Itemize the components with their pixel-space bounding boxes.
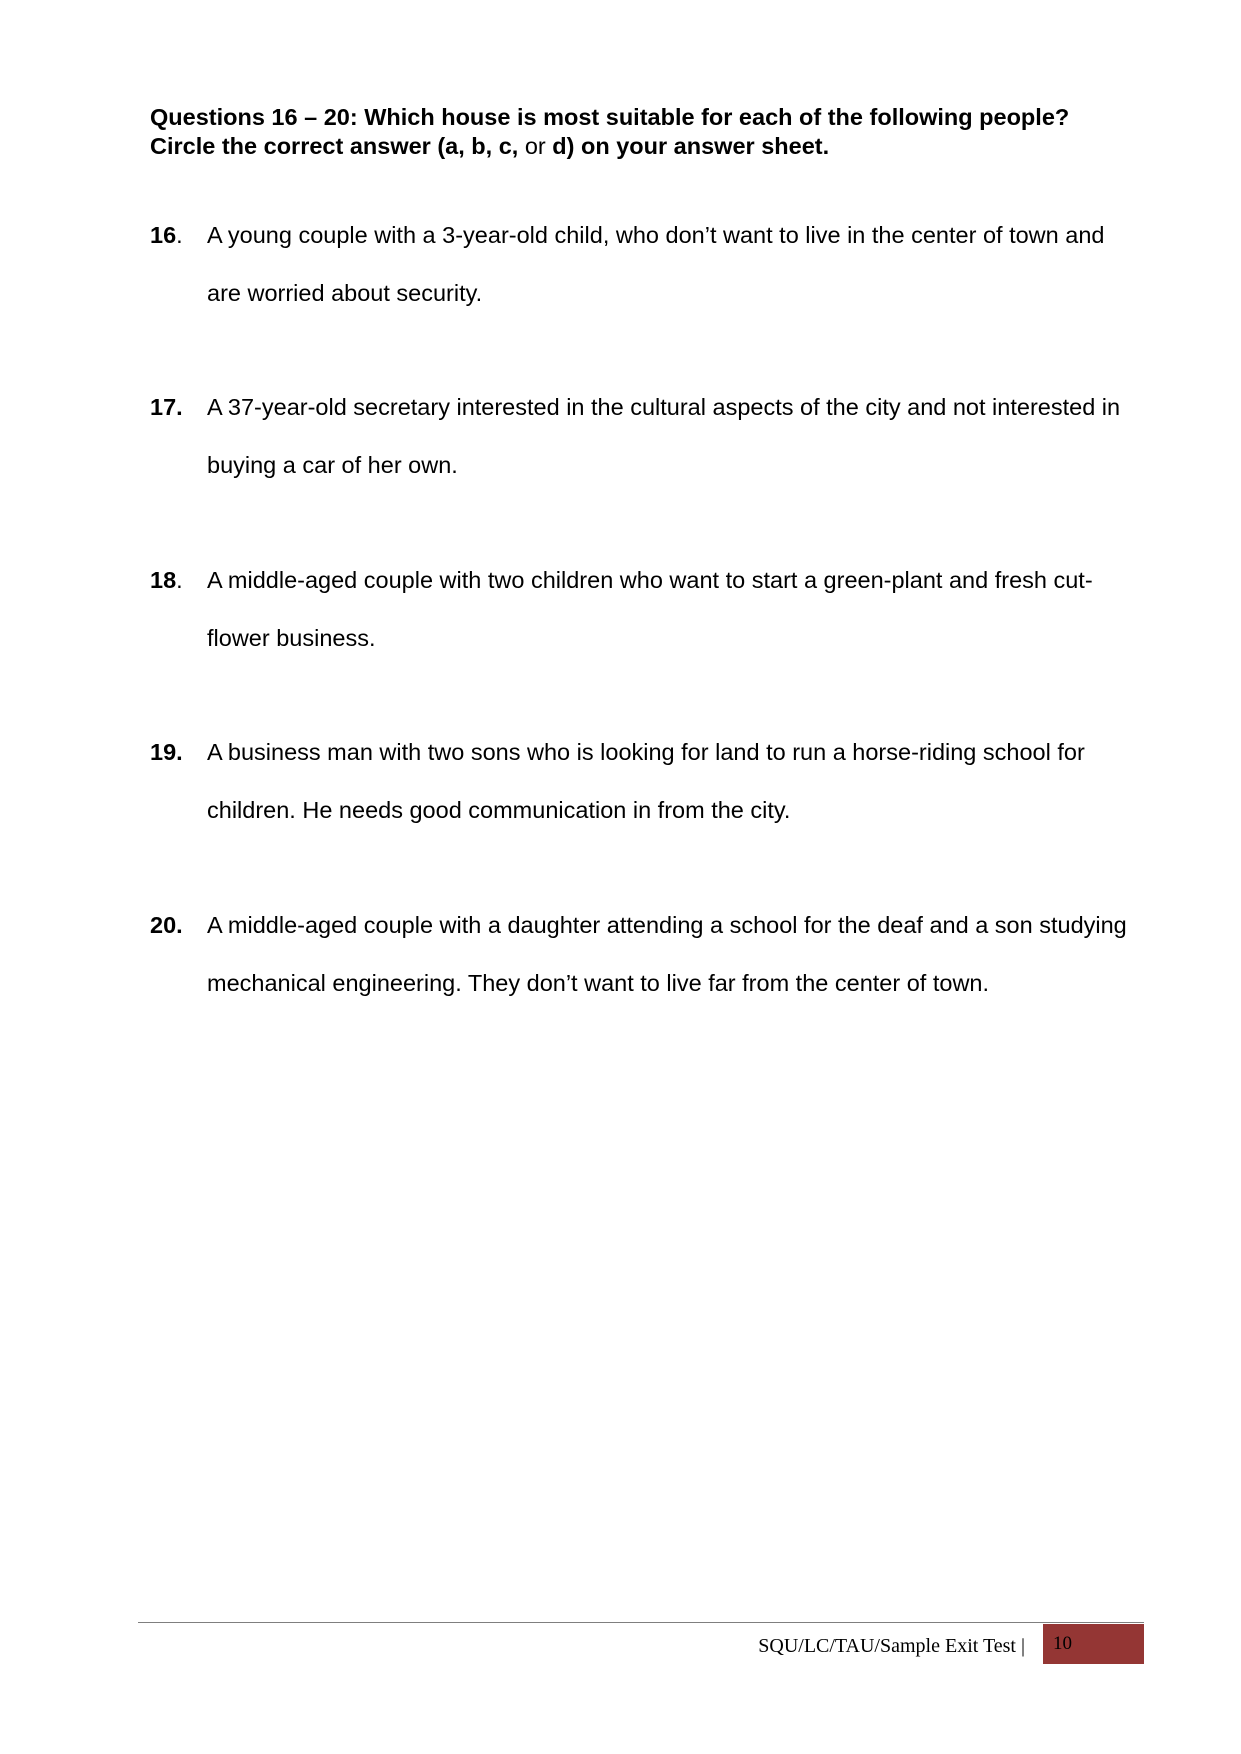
question-17 <box>150 378 1130 494</box>
question-19 <box>150 723 1130 839</box>
footer-divider <box>138 1622 1144 1623</box>
footer-label: SQU/LC/TAU/Sample Exit Test | <box>758 1635 1025 1657</box>
instructions-or-word: or <box>518 133 553 159</box>
question-number: 18. <box>150 567 183 593</box>
instructions-part2: d) on your answer sheet. <box>552 133 830 159</box>
question-number: 16. <box>150 222 183 248</box>
question-number: 20. <box>150 912 183 938</box>
question-text: A middle-aged couple with a daughter attending a school for the deaf and a son studying mechanical engineering. They don’t want to live far from the center of town. <box>207 912 1127 996</box>
question-18 <box>150 551 1130 667</box>
instructions-part1: Questions 16 – 20: Which house is most suitable for each of the following people? Circle the correct answer (a, b, c, <box>150 104 1070 159</box>
instructions-heading <box>150 103 1110 161</box>
question-text: A young couple with a 3-year-old child, who don’t want to live in the center of town and are worried about security. <box>207 222 1105 306</box>
question-text: A middle-aged couple with two children who want to start a green-plant and fresh cut-flower business. <box>207 567 1093 651</box>
page-number: 10 <box>1053 1633 1072 1654</box>
question-text: A business man with two sons who is looking for land to run a horse-riding school for children. He needs good communication in from the city. <box>207 739 1085 823</box>
question-number: 17. <box>150 394 183 420</box>
question-number: 19. <box>150 739 183 765</box>
question-16 <box>150 206 1130 322</box>
question-text: A 37-year-old secretary interested in the cultural aspects of the city and not interested in buying a car of her own. <box>207 394 1121 478</box>
question-20 <box>150 896 1130 1012</box>
page-number-box <box>1043 1624 1144 1664</box>
